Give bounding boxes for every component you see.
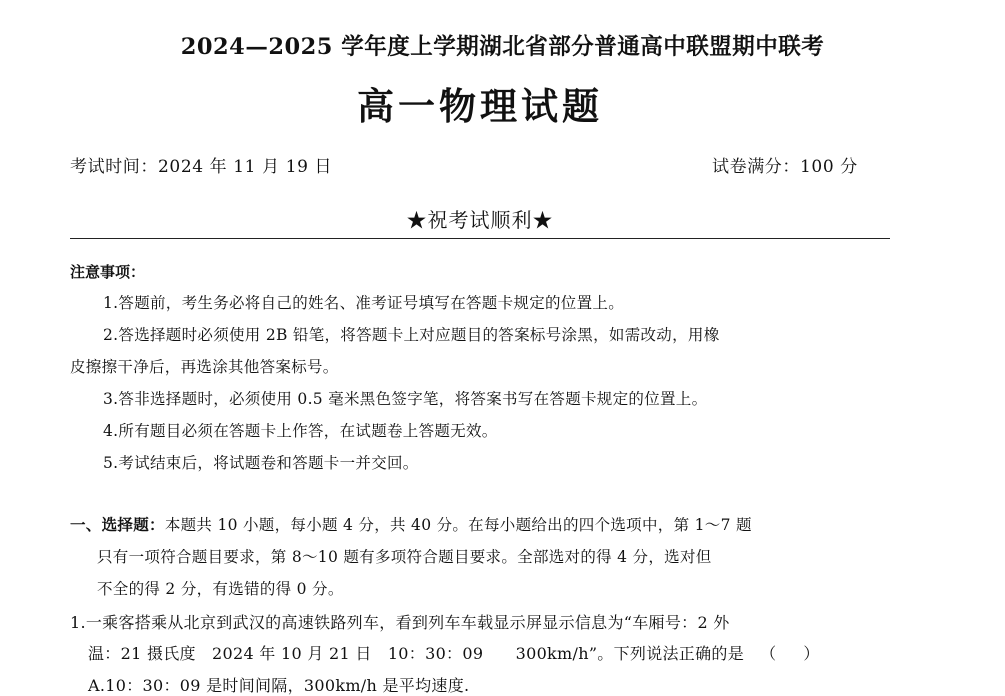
notice-item: 5.考试结束后，将试题卷和答题卡一并交回。 [103, 454, 419, 472]
question-1-stem: 1.一乘客搭乘从北京到武汉的高速铁路列车，看到列车车载显示屏显示信息为“车厢号：2 外 [70, 613, 730, 632]
full-score: 试卷满分：100 分 [712, 157, 858, 177]
notice-item: 4.所有题目必须在答题卡上作答，在试题卷上答题无效。 [103, 422, 498, 440]
notice-heading: 注意事项： [70, 263, 146, 281]
exam-time: 考试时间：2024 年 11 月 19 日 [70, 157, 333, 177]
notice-item-continued: 皮擦擦干净后，再选涂其他答案标号。 [70, 358, 339, 376]
header-divider [70, 238, 890, 239]
exam-title: 2024—2025 学年度上学期湖北省部分普通高中联盟期中联考 [180, 34, 825, 60]
notice-item: 3.答非选择题时，必须使用 0.5 毫米黑色签字笔，将答案书写在答题卡规定的位置上。 [103, 390, 708, 408]
section-instructions-cont: 不全的得 2 分，有选错的得 0 分。 [97, 580, 344, 598]
section-instructions: 本题共 10 小题，每小题 4 分，共 40 分。在每小题给出的四个选项中，第 1～7 题 [164, 516, 752, 534]
section-label: 一、选择题： [70, 516, 165, 534]
wish-line: ★祝考试顺利★ [406, 208, 554, 232]
section-intro [70, 513, 752, 535]
page-title: 高一物理试题 [357, 85, 603, 128]
question-1-stem-cont: 温：21 摄氏度 2024 年 10 月 21 日 10：30：09 300km/h”。下列说法正确的是 （ ） [88, 644, 820, 663]
question-1-option-a: A.10：30：09 是时间间隔，300km/h 是平均速度. [88, 676, 470, 695]
notice-item: 1.答题前，考生务必将自己的姓名、准考证号填写在答题卡规定的位置上。 [103, 294, 624, 312]
notice-item: 2.答选择题时必须使用 2B 铅笔，将答题卡上对应题目的答案标号涂黑，如需改动，用橡 [103, 326, 720, 344]
section-instructions-cont: 只有一项符合题目要求，第 8～10 题有多项符合题目要求。全部选对的得 4 分，选对但 [97, 548, 712, 566]
